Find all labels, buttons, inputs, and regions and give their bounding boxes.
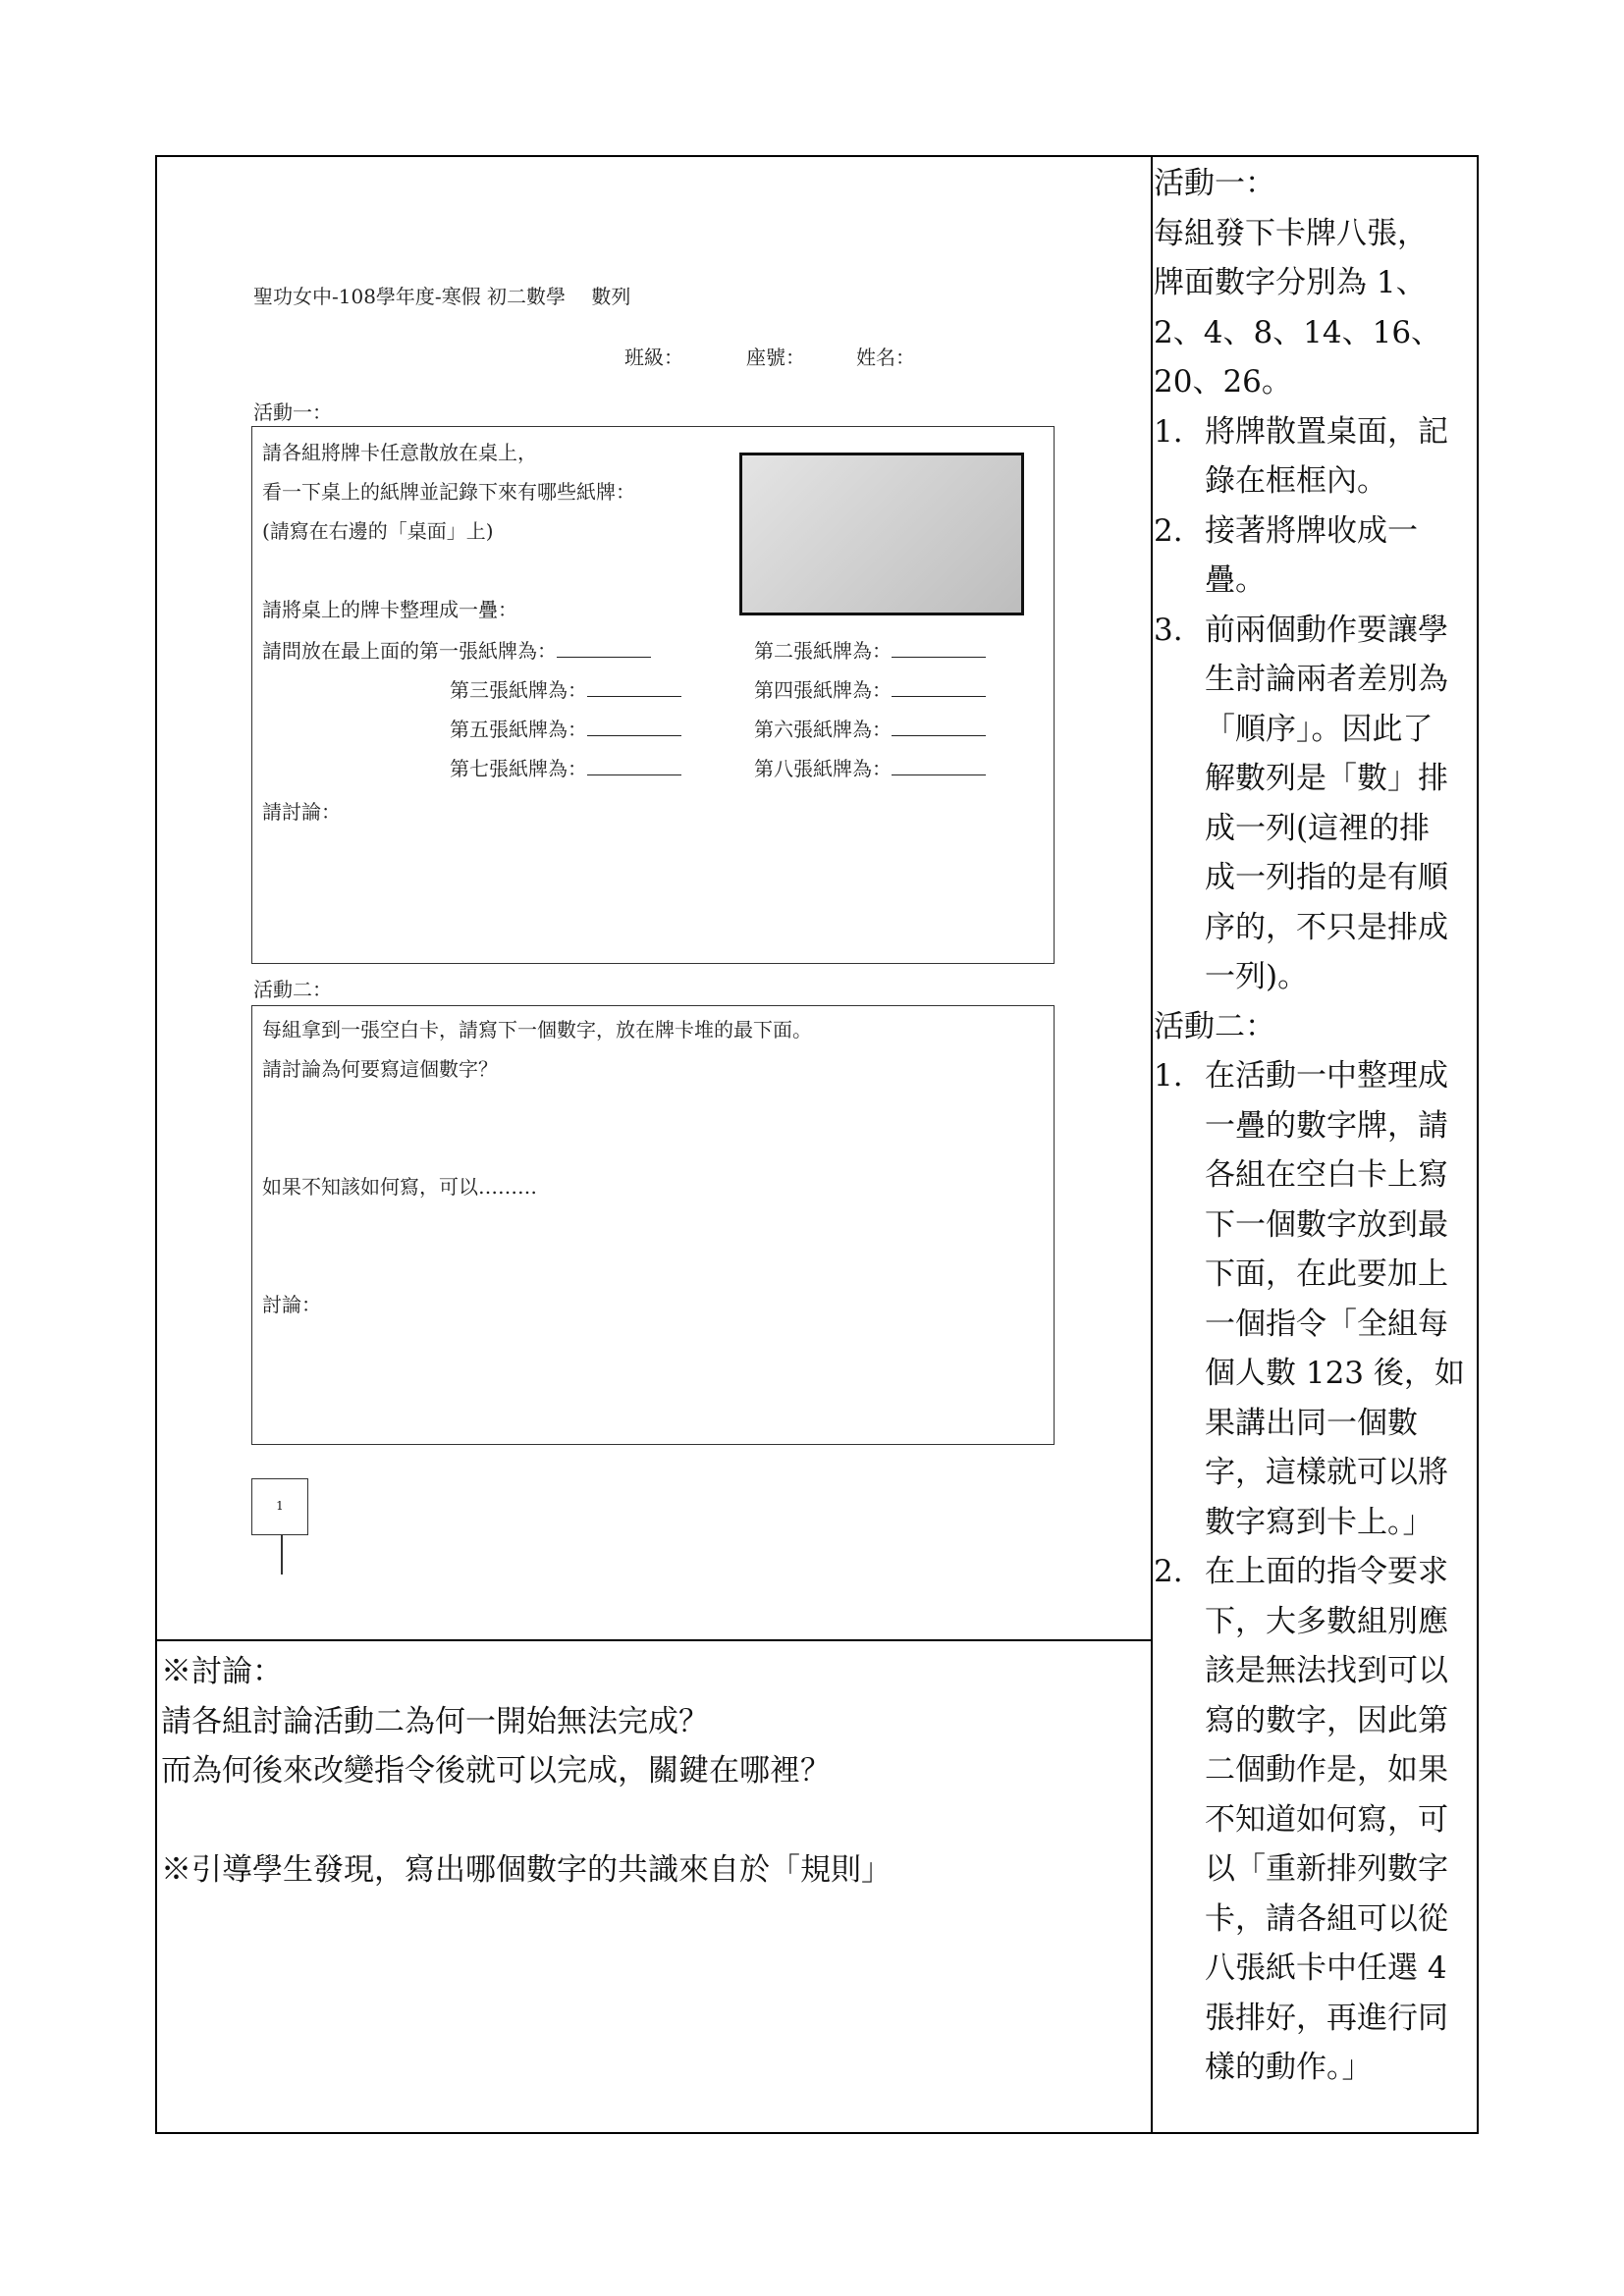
act2-item-line: 下一個數字放到最: [1205, 1206, 1448, 1243]
worksheet-title: 聖功女中-108學年度-寒假 初二數學 數列: [253, 285, 631, 308]
card-1-blank[interactable]: [557, 635, 651, 658]
seat-label: 座號：: [746, 346, 805, 369]
act2-item-line: 以「重新排列數字: [1205, 1851, 1448, 1887]
card-3-label: 第三張紙牌為：: [450, 678, 587, 702]
act1-item-line: 錄在框框內。: [1205, 463, 1387, 499]
discussion-q2: 而為何後來改變指令後就可以完成，關鍵在哪裡？: [161, 1753, 831, 1789]
act2-heading: 活動二：: [1154, 1008, 1275, 1044]
card-6-label: 第六張紙牌為：: [754, 718, 892, 741]
act2-item-number: 2.: [1154, 1554, 1183, 1589]
activity1-discuss: 請討論：: [262, 800, 341, 824]
act2-item-line: 張排好，再進行同: [1205, 2000, 1448, 2036]
act1-item-line: 前兩個動作要讓學: [1205, 612, 1448, 648]
act1-item-line: 成一列指的是有順: [1205, 860, 1448, 895]
act1-item-line: 一列)。: [1205, 959, 1309, 994]
activity2-line2: 請討論為何要寫這個數字？: [262, 1057, 498, 1081]
card-4-blank[interactable]: [892, 674, 986, 697]
act1-intro-line: 牌面數字分別為 1、: [1154, 265, 1427, 300]
act1-item-line: 序的，不只是排成: [1205, 909, 1448, 945]
activity2-discuss: 討論：: [262, 1293, 321, 1316]
act1-intro-line: 2、4、8、14、16、: [1154, 314, 1442, 350]
act1-item-line: 解數列是「數」排: [1205, 761, 1448, 796]
page-number: 1: [251, 1478, 308, 1535]
act2-item-line: 該是無法找到可以: [1205, 1653, 1448, 1688]
card-row-3: [450, 674, 681, 704]
act2-item-line: 一個指令「全組每: [1205, 1306, 1448, 1342]
card-row-7: [450, 753, 681, 782]
stack-prompt: 請將桌上的牌卡整理成一疊：: [262, 598, 517, 621]
act2-item-line: 在活動一中整理成: [1205, 1058, 1448, 1094]
act1-intro-line: 每組發下卡牌八張，: [1154, 215, 1428, 251]
act1-heading: 活動一：: [1154, 166, 1275, 201]
act1-item-line: 疊。: [1205, 562, 1266, 598]
act2-item-line: 下，大多數組別應: [1205, 1603, 1448, 1639]
card-2-label: 第二張紙牌為：: [754, 639, 892, 663]
act2-item-line: 字，這樣就可以將: [1205, 1455, 1448, 1490]
card-5-blank[interactable]: [587, 714, 681, 736]
discussion-q1: 請各組討論活動二為何一開始無法完成？: [161, 1703, 709, 1739]
act2-item-line: 數字寫到卡上。」: [1205, 1504, 1434, 1540]
act2-item-line: 一疊的數字牌，請: [1205, 1107, 1448, 1144]
card-8-blank[interactable]: [892, 753, 986, 775]
activity1-heading: 活動一：: [253, 400, 332, 424]
act2-item-line: 下面，在此要加上: [1205, 1256, 1448, 1292]
act2-item-line: 不知道如何寫，可: [1205, 1801, 1448, 1838]
teacher-notes: [1154, 159, 1478, 2093]
class-label: 班級：: [624, 346, 683, 369]
activity2-line3: 如果不知該如何寫，可以………: [262, 1175, 537, 1199]
act2-item-number: 1.: [1154, 1058, 1183, 1094]
card-4-label: 第四張紙牌為：: [754, 678, 892, 702]
card-row-8: [754, 753, 986, 782]
act1-item-line: 「順序」。因此了: [1205, 711, 1434, 747]
desk-area: [739, 453, 1024, 615]
act1-item-line: 成一列(這裡的排: [1205, 810, 1431, 846]
activity1-box: [251, 426, 1055, 964]
card-row-5: [450, 714, 681, 743]
act1-item-number: 3.: [1154, 612, 1183, 648]
act1-item-number: 2.: [1154, 512, 1183, 549]
act1-intro-line: 20、26。: [1154, 364, 1292, 400]
activity1-line: 請各組將牌卡任意散放在桌上，: [262, 441, 537, 464]
activity1-line: 看一下桌上的紙牌並記錄下來有哪些紙牌：: [262, 480, 635, 504]
card-8-label: 第八張紙牌為：: [754, 757, 892, 780]
act2-item-line: 在上面的指令要求: [1205, 1554, 1448, 1589]
card-1-label: 請問放在最上面的第一張紙牌為：: [262, 639, 557, 663]
act2-item-line: 八張紙卡中任選 4: [1205, 1950, 1447, 1986]
column-divider: [1151, 155, 1153, 2134]
act2-item-line: 果講出同一個數: [1205, 1405, 1418, 1441]
act2-item-line: 個人數 123 後，如: [1205, 1356, 1465, 1391]
discussion-guide: ※引導學生發現，寫出哪個數字的共識來自於「規則」: [161, 1851, 892, 1888]
card-7-label: 第七張紙牌為：: [450, 757, 587, 780]
card-3-blank[interactable]: [587, 674, 681, 697]
activity2-box: [251, 1005, 1055, 1445]
card-5-label: 第五張紙牌為：: [450, 718, 587, 741]
discussion-section: [161, 1647, 892, 1895]
act2-item-line: 樣的動作。」: [1205, 2050, 1373, 2085]
activity1-line: (請寫在右邊的「桌面」上): [262, 519, 494, 543]
act1-item-line: 生討論兩者差別為: [1205, 662, 1448, 697]
act1-item-line: 接著將牌收成一: [1205, 512, 1418, 549]
discussion-heading: ※討論：: [161, 1654, 283, 1689]
name-label: 姓名：: [856, 346, 915, 369]
act2-item-line: 各組在空白卡上寫: [1205, 1157, 1448, 1193]
act2-item-line: 寫的數字，因此第: [1205, 1702, 1448, 1738]
activity2-heading: 活動二：: [253, 978, 332, 1001]
card-row-4: [754, 674, 986, 704]
activity2-line1: 每組拿到一張空白卡，請寫下一個數字，放在牌卡堆的最下面。: [262, 1018, 812, 1041]
card-row-1: [262, 635, 651, 665]
card-6-blank[interactable]: [892, 714, 986, 736]
act2-item-line: 二個動作是，如果: [1205, 1752, 1448, 1788]
act1-item-number: 1.: [1154, 413, 1183, 450]
card-7-blank[interactable]: [587, 753, 681, 775]
row-divider: [155, 1639, 1153, 1641]
card-row-2: [754, 635, 986, 665]
page-number-tick: [281, 1535, 283, 1575]
card-2-blank[interactable]: [892, 635, 986, 658]
card-row-6: [754, 714, 986, 743]
act1-item-line: 將牌散置桌面，記: [1205, 413, 1448, 450]
act2-item-line: 卡，請各組可以從: [1205, 1900, 1448, 1937]
